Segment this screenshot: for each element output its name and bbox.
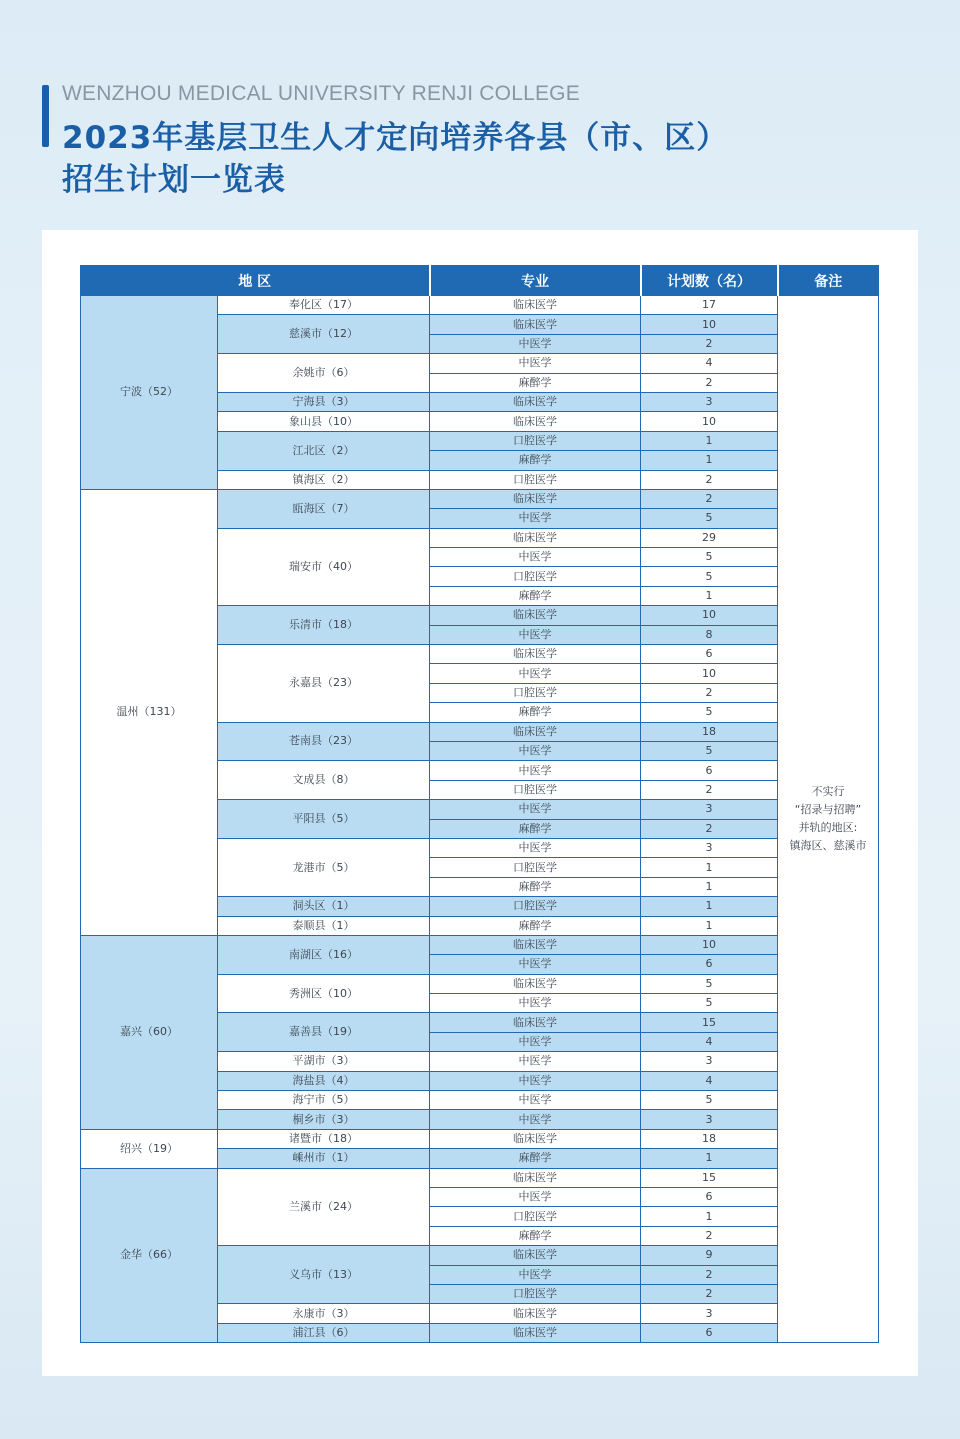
count-cell: 1	[641, 1149, 778, 1168]
region-cell: 宁波（52）	[81, 296, 218, 490]
major-cell: 中医学	[430, 1265, 641, 1284]
major-cell: 中医学	[430, 741, 641, 760]
county-cell: 嘉善县（19）	[218, 1013, 430, 1052]
major-cell: 临床医学	[430, 606, 641, 625]
county-cell: 永嘉县（23）	[218, 645, 430, 723]
count-cell: 9	[641, 1246, 778, 1265]
count-cell: 2	[641, 819, 778, 838]
county-cell: 奉化区（17）	[218, 296, 430, 315]
major-cell: 临床医学	[430, 974, 641, 993]
table-row	[81, 489, 879, 508]
major-cell: 麻醉学	[430, 819, 641, 838]
major-cell: 麻醉学	[430, 703, 641, 722]
county-cell: 南湖区（16）	[218, 935, 430, 974]
major-cell: 口腔医学	[430, 1284, 641, 1303]
count-cell: 1	[641, 586, 778, 605]
count-cell: 5	[641, 703, 778, 722]
major-cell: 口腔医学	[430, 683, 641, 702]
table-card	[42, 230, 918, 1376]
county-cell: 浦江县（6）	[218, 1323, 430, 1342]
count-cell: 6	[641, 955, 778, 974]
county-cell: 永康市（3）	[218, 1304, 430, 1323]
count-cell: 2	[641, 780, 778, 799]
table-row	[81, 1129, 879, 1148]
count-cell: 18	[641, 722, 778, 741]
count-cell: 17	[641, 296, 778, 315]
county-cell: 苍南县（23）	[218, 722, 430, 761]
enrollment-plan-table	[80, 265, 879, 1343]
count-cell: 3	[641, 1304, 778, 1323]
county-cell: 宁海县（3）	[218, 392, 430, 411]
major-cell: 临床医学	[430, 722, 641, 741]
count-cell: 1	[641, 877, 778, 896]
count-cell: 2	[641, 489, 778, 508]
count-cell: 6	[641, 645, 778, 664]
county-cell: 平湖市（3）	[218, 1052, 430, 1071]
major-cell: 临床医学	[430, 645, 641, 664]
count-cell: 1	[641, 431, 778, 450]
page-title-line1: 2023年基层卫生人才定向培养各县（市、区）	[62, 120, 729, 156]
count-cell: 29	[641, 528, 778, 547]
major-cell: 临床医学	[430, 1013, 641, 1032]
count-cell: 4	[641, 1032, 778, 1051]
major-cell: 临床医学	[430, 1168, 641, 1187]
major-cell: 中医学	[430, 800, 641, 819]
college-name-en: WENZHOU MEDICAL UNIVERSITY RENJI COLLEGE	[62, 82, 580, 105]
count-cell: 5	[641, 567, 778, 586]
major-cell: 中医学	[430, 1071, 641, 1090]
count-cell: 2	[641, 683, 778, 702]
major-cell: 口腔医学	[430, 858, 641, 877]
major-cell: 临床医学	[430, 935, 641, 954]
major-cell: 临床医学	[430, 1304, 641, 1323]
major-cell: 中医学	[430, 994, 641, 1013]
count-cell: 3	[641, 392, 778, 411]
major-cell: 中医学	[430, 761, 641, 780]
count-cell: 1	[641, 1207, 778, 1226]
major-cell: 中医学	[430, 354, 641, 373]
county-cell: 江北区（2）	[218, 431, 430, 470]
major-cell: 口腔医学	[430, 897, 641, 916]
major-cell: 临床医学	[430, 412, 641, 431]
county-cell: 乐清市（18）	[218, 606, 430, 645]
region-cell: 嘉兴（60）	[81, 935, 218, 1129]
county-cell: 海盐县（4）	[218, 1071, 430, 1090]
count-cell: 1	[641, 858, 778, 877]
major-cell: 麻醉学	[430, 586, 641, 605]
table-row	[81, 296, 879, 315]
region-cell: 温州（131）	[81, 489, 218, 935]
note-line: 镇海区、慈溪市	[789, 839, 867, 853]
major-cell: 中医学	[430, 1091, 641, 1110]
table-body	[81, 296, 879, 1343]
count-cell: 2	[641, 1284, 778, 1303]
title-accent-bar	[42, 85, 49, 147]
major-cell: 临床医学	[430, 1129, 641, 1148]
major-cell: 中医学	[430, 838, 641, 857]
page-title-line2: 招生计划一览表	[62, 162, 286, 198]
major-cell: 口腔医学	[430, 567, 641, 586]
note-line: 不实行	[811, 785, 845, 799]
note-line: “招录与招聘”	[794, 803, 862, 817]
count-cell: 1	[641, 916, 778, 935]
county-cell: 洞头区（1）	[218, 897, 430, 916]
major-cell: 口腔医学	[430, 780, 641, 799]
note-cell	[778, 296, 879, 1343]
major-cell: 麻醉学	[430, 916, 641, 935]
count-cell: 2	[641, 1265, 778, 1284]
major-cell: 临床医学	[430, 1323, 641, 1342]
column-header-count: 计划数（名）	[641, 266, 778, 296]
major-cell: 中医学	[430, 1187, 641, 1206]
count-cell: 5	[641, 994, 778, 1013]
count-cell: 15	[641, 1168, 778, 1187]
major-cell: 临床医学	[430, 528, 641, 547]
count-cell: 1	[641, 897, 778, 916]
county-cell: 义乌市（13）	[218, 1246, 430, 1304]
major-cell: 中医学	[430, 548, 641, 567]
count-cell: 8	[641, 625, 778, 644]
count-cell: 10	[641, 935, 778, 954]
major-cell: 临床医学	[430, 1246, 641, 1265]
count-cell: 3	[641, 1110, 778, 1129]
county-cell: 诸暨市（18）	[218, 1129, 430, 1148]
count-cell: 3	[641, 1052, 778, 1071]
major-cell: 麻醉学	[430, 373, 641, 392]
table-header-row	[81, 266, 879, 296]
count-cell: 2	[641, 470, 778, 489]
major-cell: 中医学	[430, 334, 641, 353]
table-row	[81, 1168, 879, 1187]
note-line: 并轨的地区:	[798, 821, 858, 835]
county-cell: 象山县（10）	[218, 412, 430, 431]
county-cell: 慈溪市（12）	[218, 315, 430, 354]
count-cell: 2	[641, 1226, 778, 1245]
count-cell: 5	[641, 1091, 778, 1110]
major-cell: 中医学	[430, 1110, 641, 1129]
major-cell: 临床医学	[430, 296, 641, 315]
column-header-note: 备注	[778, 266, 879, 296]
county-cell: 嵊州市（1）	[218, 1149, 430, 1168]
count-cell: 3	[641, 800, 778, 819]
major-cell: 麻醉学	[430, 877, 641, 896]
count-cell: 10	[641, 664, 778, 683]
count-cell: 6	[641, 1323, 778, 1342]
count-cell: 1	[641, 451, 778, 470]
count-cell: 6	[641, 1187, 778, 1206]
column-header-major: 专业	[430, 266, 641, 296]
county-cell: 龙港市（5）	[218, 838, 430, 896]
count-cell: 2	[641, 334, 778, 353]
county-cell: 桐乡市（3）	[218, 1110, 430, 1129]
major-cell: 中医学	[430, 1032, 641, 1051]
table-row	[81, 935, 879, 954]
county-cell: 秀洲区（10）	[218, 974, 430, 1013]
county-cell: 平阳县（5）	[218, 800, 430, 839]
major-cell: 中医学	[430, 664, 641, 683]
county-cell: 海宁市（5）	[218, 1091, 430, 1110]
major-cell: 麻醉学	[430, 451, 641, 470]
count-cell: 18	[641, 1129, 778, 1148]
major-cell: 口腔医学	[430, 1207, 641, 1226]
region-cell: 绍兴（19）	[81, 1129, 218, 1168]
major-cell: 中医学	[430, 955, 641, 974]
county-cell: 兰溪市（24）	[218, 1168, 430, 1246]
county-cell: 瑞安市（40）	[218, 528, 430, 606]
major-cell: 中医学	[430, 509, 641, 528]
count-cell: 5	[641, 974, 778, 993]
count-cell: 5	[641, 548, 778, 567]
region-cell: 金华（66）	[81, 1168, 218, 1343]
count-cell: 6	[641, 761, 778, 780]
count-cell: 10	[641, 606, 778, 625]
count-cell: 3	[641, 838, 778, 857]
count-cell: 10	[641, 315, 778, 334]
count-cell: 5	[641, 509, 778, 528]
count-cell: 2	[641, 373, 778, 392]
major-cell: 临床医学	[430, 489, 641, 508]
county-cell: 瓯海区（7）	[218, 489, 430, 528]
major-cell: 口腔医学	[430, 431, 641, 450]
major-cell: 中医学	[430, 1052, 641, 1071]
count-cell: 4	[641, 1071, 778, 1090]
county-cell: 镇海区（2）	[218, 470, 430, 489]
major-cell: 中医学	[430, 625, 641, 644]
county-cell: 文成县（8）	[218, 761, 430, 800]
count-cell: 10	[641, 412, 778, 431]
major-cell: 口腔医学	[430, 470, 641, 489]
major-cell: 麻醉学	[430, 1149, 641, 1168]
county-cell: 泰顺县（1）	[218, 916, 430, 935]
count-cell: 5	[641, 741, 778, 760]
major-cell: 麻醉学	[430, 1226, 641, 1245]
count-cell: 4	[641, 354, 778, 373]
major-cell: 临床医学	[430, 392, 641, 411]
county-cell: 余姚市（6）	[218, 354, 430, 393]
column-header-region: 地 区	[81, 266, 430, 296]
count-cell: 15	[641, 1013, 778, 1032]
major-cell: 临床医学	[430, 315, 641, 334]
